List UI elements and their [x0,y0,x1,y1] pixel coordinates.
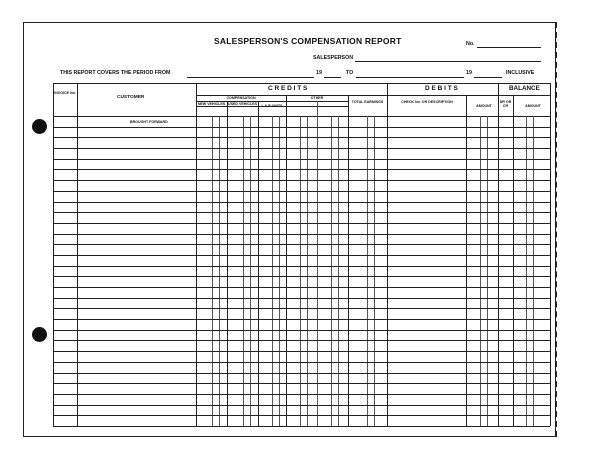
to-label: TO [346,70,354,76]
new-vehicles-header: NEW VEHICLES [197,102,226,106]
year-prefix-1: 19 [316,70,322,76]
table-row[interactable] [53,405,550,406]
table-row[interactable] [53,255,550,256]
table-row[interactable] [53,351,550,352]
period-label: THIS REPORT COVERS THE PERIOD FROM [60,70,171,76]
check-desc-header: CHECK No. OR DESCRIPTION [401,100,453,104]
table-row[interactable] [53,266,550,267]
table-row[interactable] [53,373,550,374]
table-row[interactable] [53,298,550,299]
credits-header: C R E D I T S [268,85,308,92]
table-row[interactable] [53,287,550,288]
table-row[interactable] [53,394,550,395]
brought-forward-label: BROUGHT FORWARD [130,120,168,124]
table-row[interactable] [53,308,550,309]
debits-header: D E B I T S [425,85,458,92]
balance-header: BALANCE [509,85,540,92]
table-row[interactable] [53,244,550,245]
table-row[interactable] [53,234,550,235]
table-row[interactable] [53,426,550,427]
balance-amount-header: AMOUNT [525,104,541,108]
table-row[interactable] [53,180,550,181]
lr-units-header: L & R UNITS [261,104,283,108]
invoice-header: INVOICE No. [54,91,76,95]
table-row[interactable] [53,148,550,149]
total-earnings-header: TOTAL EARNINGS [351,100,384,104]
other-header: OTHER [310,96,324,100]
table-row[interactable] [53,127,550,128]
table-row[interactable] [53,319,550,320]
salesperson-label: SALESPERSON [313,55,354,61]
table-row[interactable] [53,362,550,363]
compensation-header: COMPENSATION [226,96,256,100]
customer-header: CUSTOMER [117,95,145,100]
table-row[interactable] [53,330,550,331]
table-row[interactable] [53,191,550,192]
table-row[interactable] [53,415,550,416]
table-row[interactable] [53,383,550,384]
table-row[interactable] [53,276,550,277]
table-row[interactable] [53,340,550,341]
table-row[interactable] [53,202,550,203]
inclusive-label: INCLUSIVE [506,70,535,76]
table-row[interactable] [53,137,550,138]
amount-header: AMOUNT [476,104,492,108]
used-vehicles-header: USED VEHICLES [228,102,257,106]
table-row[interactable] [53,212,550,213]
year-prefix-2: 19 [466,70,472,76]
form-title: SALESPERSON'S COMPENSATION REPORT [214,36,402,46]
number-label: No. [466,41,475,47]
table-row[interactable] [53,159,550,160]
table-row[interactable] [53,169,550,170]
table-row[interactable] [53,223,550,224]
dr-cr-header: DR OR CR [499,100,512,109]
